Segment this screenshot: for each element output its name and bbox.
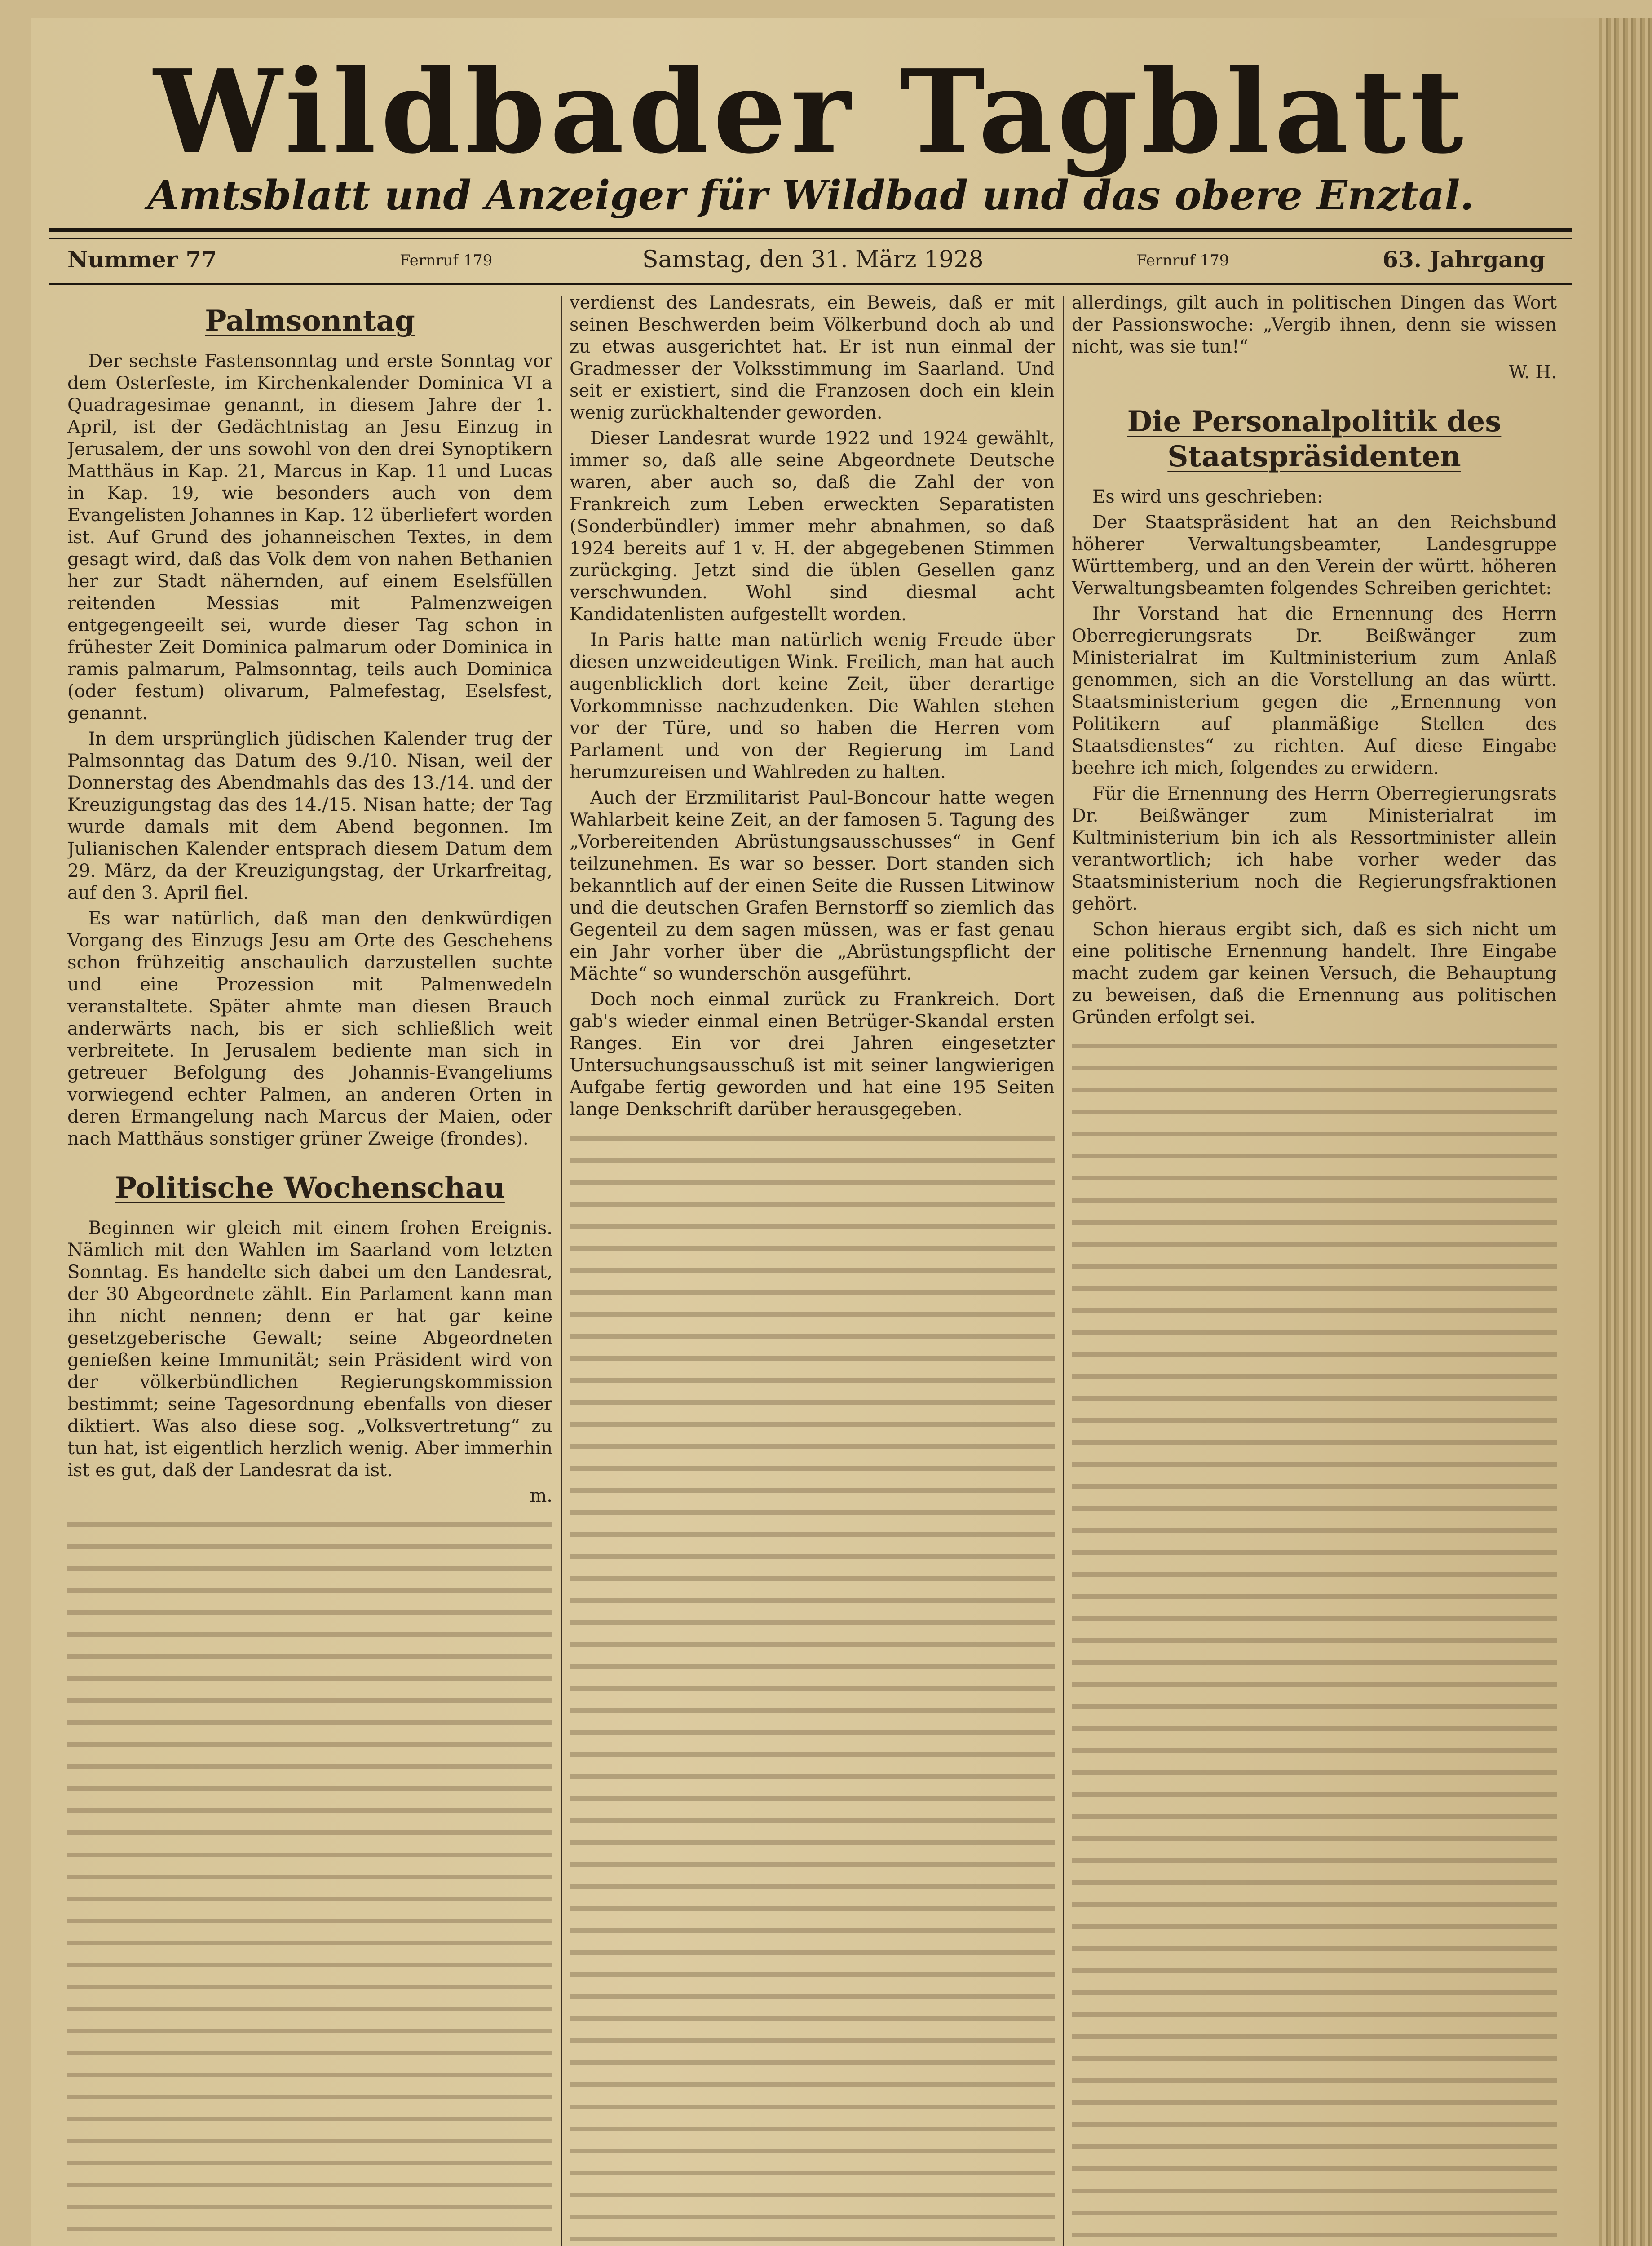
paragraph: Für die Ernennung des Herrn Oberregierungsrats Dr. Beißwänger zum Ministerialrat im Kultministerium bin ich als Ressortminister allein verantwortlich; ich habe vorher weder das Staatsministerium noch die Regierungsfraktionen gehört. [1072, 783, 1557, 914]
column-divider [1063, 296, 1064, 2246]
article-heading-personalpolitik: Die Personalpolitik des Staatspräsidenten [1127, 405, 1502, 473]
masthead-rule-thick [49, 228, 1572, 232]
column-divider [561, 296, 562, 2246]
page-edge-binding [1599, 18, 1652, 2246]
column-3 [1072, 292, 1557, 2246]
issue-number: Nummer 77 [67, 246, 217, 273]
author-sign: m. [530, 1486, 552, 1506]
paragraph: Auch der Erzmilitarist Paul-Boncour hatte wegen Wahlarbeit keine Zeit, an der famosen 5. Tagung des „Vorbereitenden Abrüstungsausschusses“ in Genf teilzunehmen. Es war so besser. Dort standen sich bekanntlich auf der einen Seite die Russen Litwinow und die deutschen Grafen Bernstorff so ziemlich das Gegenteil zu dem sagen müssen, was er fast genau ein Jahr vorher über die „Abrüstungspflicht der Mächte“ so wunderschön ausgeführt. [570, 787, 1055, 984]
paragraph: Beginnen wir gleich mit einem frohen Ereignis. Nämlich mit den Wahlen im Saarland vom letzten Sonntag. Es handelte sich dabei um den Landesrat, der 30 Abgeordnete zählt. Ein Parlament kann man ihn nicht nennen; denn er hat gar keine gesetzgeberische Gewalt; seine Abgeordneten genießen keine Immunität; sein Präsident wird von der völkerbündlichen Regierungskommission bestimmt; seine Tagesordnung ebenfalls von dieser diktiert. Was also diese sog. „Volksvertretung“ zu tun hat, ist eigentlich herzlich wenig. Aber immerhin ist es gut, daß der Landesrat da ist. [67, 1218, 552, 1481]
volume-year: 63. Jahrgang [1383, 246, 1545, 273]
issue-date: Samstag, den 31. März 1928 [642, 246, 984, 273]
paragraph: Es wird uns geschrieben: [1092, 486, 1323, 507]
paragraph: Der sechste Fastensonntag und erste Sonntag vor dem Osterfeste, im Kirchenkalender Dominica VI a Quadragesimae genannt, in diesem Jahre der 1. April, ist der Gedächtnistag an Jesu Einzug in Jerusalem, der uns sowohl von den drei Synoptikern Matthäus in Kap. 21, Marcus in Kap. 11 und Lucas in Kap. 19, wie besonders auch von dem Evangelisten Johannes in Kap. 12 überliefert worden ist. Auf Grund des johanneischen Textes, in dem gesagt wird, daß das Volk dem von nahen Bethanien her zur Stadt nähernden, auf einem Eselsfüllen reitenden Messias mit Palmenzweigen entgegengeeilt sei, wurde dieser Tag schon in frühester Zeit Dominica palmarum oder Dominica in ramis palmarum, Palmsonntag, teils auch Dominica (oder festum) olivarum, Palmefestag, Eselsfest, genannt. [67, 351, 552, 724]
issue-info-bar [49, 243, 1572, 280]
paragraph: Es war natürlich, daß man den denkwürdigen Vorgang des Einzugs Jesu am Orte des Geschehens schon frühzeitig anschaulich darzustellen suchte und eine Prozession mit Palmenwedeln veranstaltete. Später ahmte man diesen Brauch anderwärts nach, bis er sich schließlich weit verbreitete. In Jerusalem bediente man sich in getreuer Befolgung des Johannis-Evangeliums vorwiegend echter Palmen, an anderen Orten in deren Ermangelung nach Marcus der Maien, oder nach Matthäus sonstiger grüner Zweige (frondes). [67, 908, 552, 1149]
paragraph: In Paris hatte man natürlich wenig Freude über diesen unzweideutigen Wink. Freilich, man hat auch augenblicklich dort keine Zeit, über derartige Vorkommnisse nachzudenken. Die Wahlen stehen vor der Türe, und so haben die Herren vom Parlament und von der Regierung im Land herumzureisen und Wahlreden zu halten. [570, 630, 1055, 783]
paragraph: Ihr Vorstand hat die Ernennung des Herrn Oberregierungsrats Dr. Beißwänger zum Ministerialrat im Kultministerium zum Anlaß genommen, sich an die Vorstellung an das württ. Staatsministerium gegen die „Ernennung von Politikern auf planmäßige Stellen des Staatsdienstes“ zu richten. Auf diese Eingabe beehre ich mich, folgendes zu erwidern. [1072, 604, 1557, 778]
newspaper-page [31, 18, 1599, 2246]
paragraph: verdienst des Landesrats, ein Beweis, daß er mit seinen Beschwerden beim Völkerbund doch ab und zu etwas ausgerichtet hat. Er ist nun einmal der Gradmesser der Volksstimmung im Saarland. Und seit er existiert, sind die Franzosen doch ein klein wenig zurückhaltender geworden. [570, 292, 1055, 423]
column-2 [570, 292, 1055, 2246]
article-heading-palmsonntag: Palmsonntag [205, 304, 415, 338]
paragraph: Doch noch einmal zurück zu Frankreich. Dort gab's wieder einmal einen Betrüger-Skandal ersten Ranges. Ein vor drei Jahren eingesetzter Untersuchungsausschuß ist mit seiner langwierigen Aufgabe fertig geworden und hat eine 195 Seiten lange Denkschrift darüber herausgegeben. [570, 989, 1055, 1120]
masthead-rule-thin [49, 238, 1572, 239]
infobar-rule [49, 283, 1572, 285]
masthead-subtitle: Amtsblatt und Anzeiger für Wildbad und das obere Enztal. [147, 172, 1474, 219]
paragraph: Dieser Landesrat wurde 1922 und 1924 gewählt, immer so, daß alle seine Abgeordnete Deutsche waren, aber auch so, daß die Zahl der von Frankreich zum Leben erweckten Separatisten (Sonderbündler) immer mehr abnahmen, so daß 1924 bereits auf 1 v. H. der abgegebenen Stimmen zurückging. Jetzt sind die üblen Gesellen ganz verschwunden. Wohl sind diesmal acht Kandidatenlisten aufgestellt worden. [570, 428, 1055, 625]
column-1 [67, 292, 552, 2246]
paragraph: Schon hieraus ergibt sich, daß es sich nicht um eine politische Ernennung handelt. Ihre Eingabe macht zudem gar keinen Versuch, die Behauptung zu beweisen, daß die Ernennung aus politischen Gründen erfolgt sei. [1072, 919, 1557, 1028]
continued-text-lines [67, 1513, 552, 2246]
article-columns [49, 292, 1572, 2246]
masthead-title: Wildbader Tagblatt [154, 45, 1468, 179]
paragraph: In dem ursprünglich jüdischen Kalender trug der Palmsonntag das Datum des 9./10. Nisan, weil der Donnerstag des Abendmahls das des 13./14. und der Kreuzigungstag das des 14./15. Nisan hatte; der Tag wurde damals mit dem Abend begonnen. Im Julianischen Kalender entsprach diesem Datum dem 29. März, da der Kreuzigungstag, der Urkarfreitag, auf den 3. April fiel. [67, 729, 552, 903]
paragraph: Der Staatspräsident hat an den Reichsbund höherer Verwaltungsbeamter, Landesgruppe Württemberg, und an den Verein der württ. höheren Verwaltungsbeamten folgendes Schreiben gerichtet: [1072, 512, 1557, 599]
phone-left: Fernruf 179 [400, 252, 493, 270]
phone-right: Fernruf 179 [1136, 252, 1229, 270]
continued-text-lines [570, 1127, 1055, 2246]
article-heading-wochenschau: Politische Wochenschau [115, 1171, 505, 1205]
continued-text-lines [1072, 1035, 1557, 2246]
paragraph: allerdings, gilt auch in politischen Dingen das Wort der Passionswoche: „Vergib ihnen, denn sie wissen nicht, was sie tun!“ [1072, 292, 1557, 357]
author-sign: W. H. [1508, 362, 1557, 383]
